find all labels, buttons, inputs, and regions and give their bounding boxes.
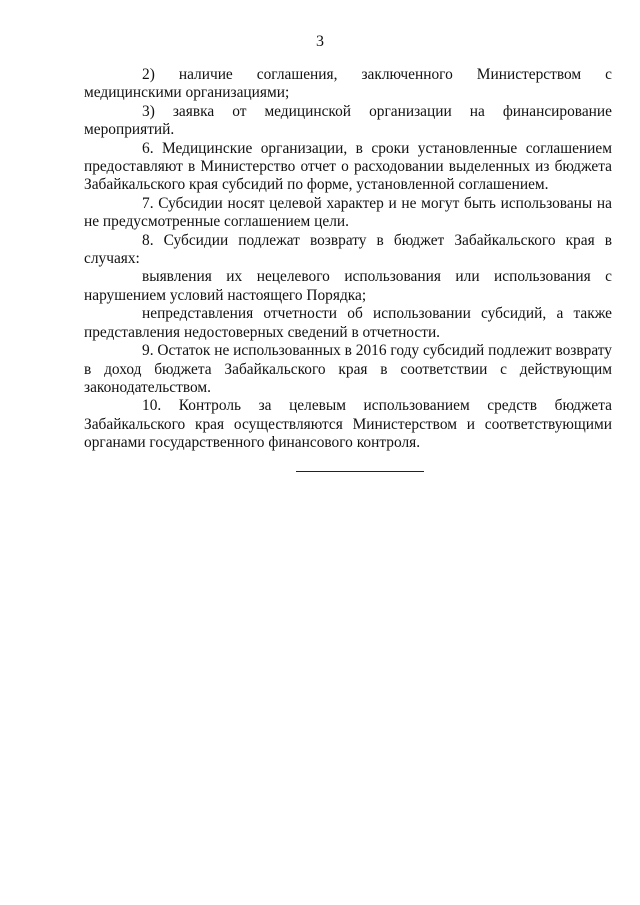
page-number: 3: [316, 33, 324, 50]
paragraph-item-6-report: 6. Медицинские организации, в сроки установленные соглашением предоставляют в Министерство отчет о расходовании выделенных из бюджета Забайкальского края субсидий по форме, установленной соглашением.: [84, 139, 612, 194]
document-body: [84, 66, 612, 453]
paragraph-agreement: 2) наличие соглашения, заключенного Министерством с медицинскими организациями;: [84, 66, 612, 102]
paragraph-misuse-case: выявления их нецелевого использования или использования с нарушением условий настоящего Порядка;: [84, 268, 612, 304]
paragraph-reporting-case: непредставления отчетности об использовании субсидий, а также представления недостоверных сведений в отчетности.: [84, 305, 612, 341]
end-separator-line: [296, 471, 424, 472]
paragraph-item-9-remainder: 9. Остаток не использованных в 2016 году субсидий подлежит возврату в доход бюджета Забайкальского края в соответствии с действующим законодательством.: [84, 342, 612, 396]
paragraph-item-8-refund: 8. Субсидии подлежат возврату в бюджет Забайкальского края в случаях:: [84, 231, 612, 268]
paragraph-item-7-purpose: 7. Субсидии носят целевой характер и не могут быть использованы на не предусмотренные соглашением цели.: [84, 194, 612, 231]
paragraph-application: 3) заявка от медицинской организации на финансирование мероприятий.: [84, 102, 612, 139]
paragraph-item-10-control: 10. Контроль за целевым использованием средств бюджета Забайкальского края осуществляются Министерством и соответствующими органами государственного финансового контроля.: [84, 397, 612, 452]
